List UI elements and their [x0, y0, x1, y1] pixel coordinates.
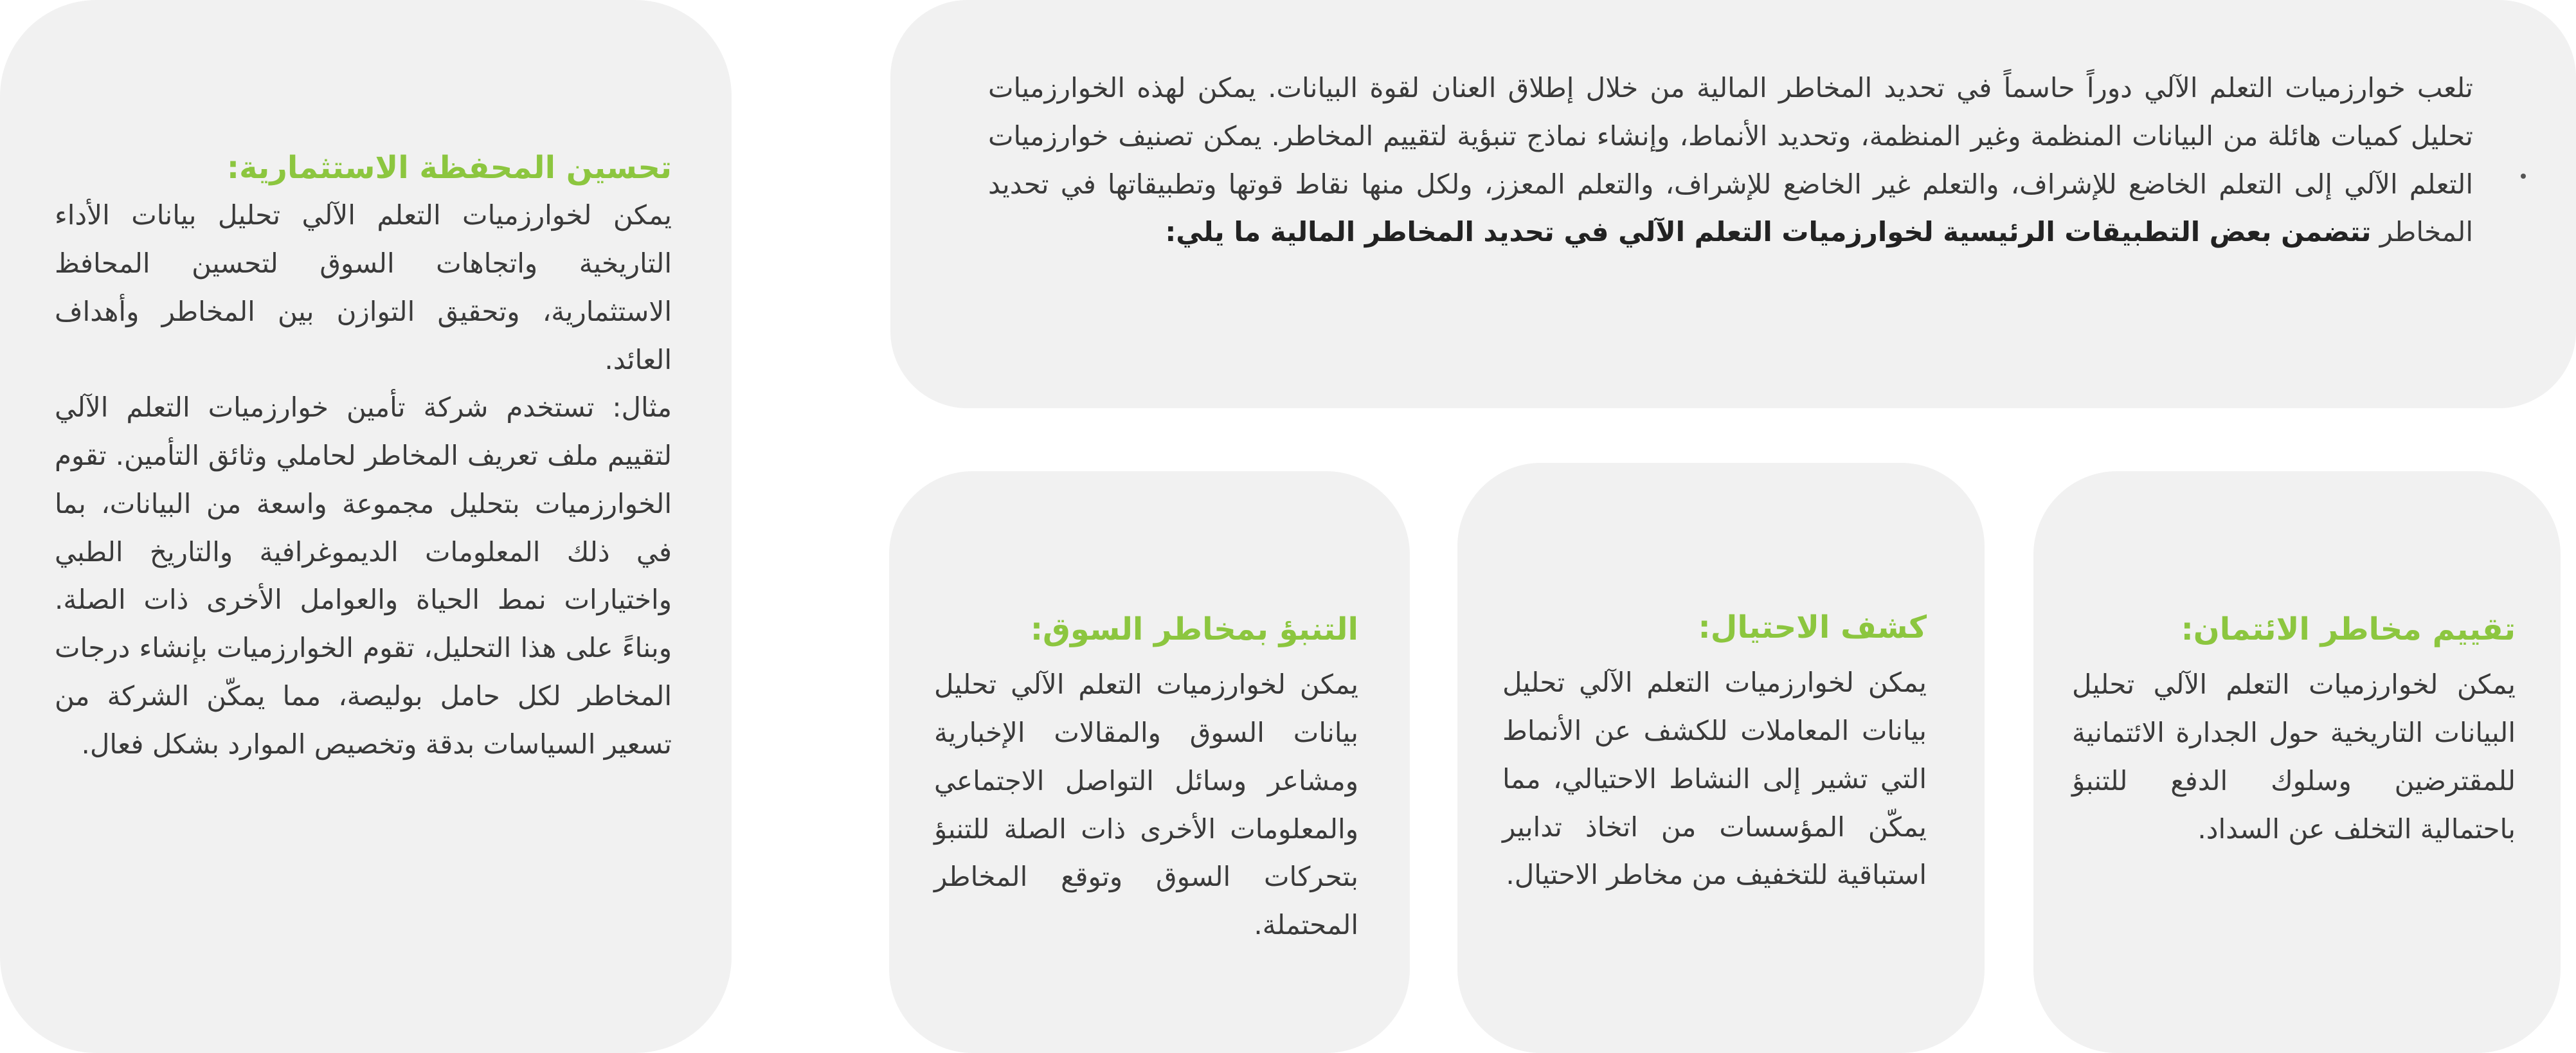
intro-content — [988, 64, 2473, 256]
portfolio-example: مثال: تستخدم شركة تأمين خوارزميات التعلم الآلي لتقييم ملف تعريف المخاطر لحاملي وثائق التأمين. تقوم الخوارزميات بتحليل مجموعة واسعة من البيانات، بما في ذلك المعلومات الديموغرافية والتاريخ الطبي واختيارات نمط الحياة والعوامل الأخرى ذات الصلة. وبناءً على هذا التحليل، تقوم الخوارزميات بإنشاء درجات المخاطر لكل حامل بوليصة، مما يمكّن الشركة من تسعير السياسات بدقة وتخصيص الموارد بشكل فعال. — [55, 392, 672, 760]
fraud-detection-title: كشف الاحتيال: — [1698, 609, 1927, 645]
intro-card — [890, 0, 2576, 408]
bullet-dot — [2521, 174, 2526, 179]
credit-risk-card — [2033, 471, 2561, 1053]
fraud-detection-body: يمكن لخوارزميات التعلم الآلي تحليل بيانات المعاملات للكشف عن الأنماط التي تشير إلى النشاط الاحتيالي، مما يمكّن المؤسسات من اتخاذ تدابير استباقية للتخفيف من مخاطر الاحتيال. — [1502, 667, 1927, 891]
fraud-detection-card — [1457, 463, 1985, 1053]
market-risk-card — [889, 471, 1410, 1053]
portfolio-content — [55, 148, 672, 768]
market-risk-body: يمكن لخوارزميات التعلم الآلي تحليل بيانات السوق والمقالات الإخبارية ومشاعر وسائل التواصل الاجتماعي والمعلومات الأخرى ذات الصلة للتنبؤ بتحركات السوق وتوقع المخاطر المحتملة. — [934, 669, 1358, 941]
credit-risk-title: تقييم مخاطر الائتمان: — [2181, 611, 2516, 647]
fraud-detection-content — [1502, 608, 1927, 899]
portfolio-paragraph: يمكن لخوارزميات التعلم الآلي تحليل بيانات الأداء التاريخية واتجاهات السوق لتحسين المحافظ الاستثمارية، وتحقيق التوازن بين المخاطر وأهداف العائد. — [55, 199, 672, 375]
market-risk-content — [934, 609, 1358, 950]
portfolio-title: تحسين المحفظة الاستثمارية: — [226, 150, 672, 186]
intro-text: تلعب خوارزميات التعلم الآلي دوراً حاسماً في تحديد المخاطر المالية من خلال إطلاق العنان لقوة البيانات. يمكن لهذه الخوارزميات تحليل كميات هائلة من البيانات المنظمة وغير المنظمة، وتحديد الأنماط، وإنشاء نماذج تنبؤية لتقييم المخاطر. يمكن تصنيف خوارزميات التعلم الآلي إلى التعلم الخاضع للإشراف، والتعلم غير الخاضع للإشراف، والتعلم المعزز، ولكل منها نقاط قوتها وتطبيقاتها في تحديد المخاطر — [988, 72, 2473, 248]
credit-risk-body: يمكن لخوارزميات التعلم الآلي تحليل البيانات التاريخية حول الجدارة الائتمانية للمقترضين وسلوك الدفع للتنبؤ باحتمالية التخلف عن السداد. — [2072, 669, 2516, 845]
market-risk-title: التنبؤ بمخاطر السوق: — [1030, 611, 1358, 647]
portfolio-card — [0, 0, 732, 1053]
credit-risk-content — [2072, 609, 2516, 853]
intro-paragraph — [988, 64, 2473, 256]
intro-text-bold: تتضمن بعض التطبيقات الرئيسية لخوارزميات التعلم الآلي في تحديد المخاطر المالية ما يلي: — [1165, 216, 2372, 248]
